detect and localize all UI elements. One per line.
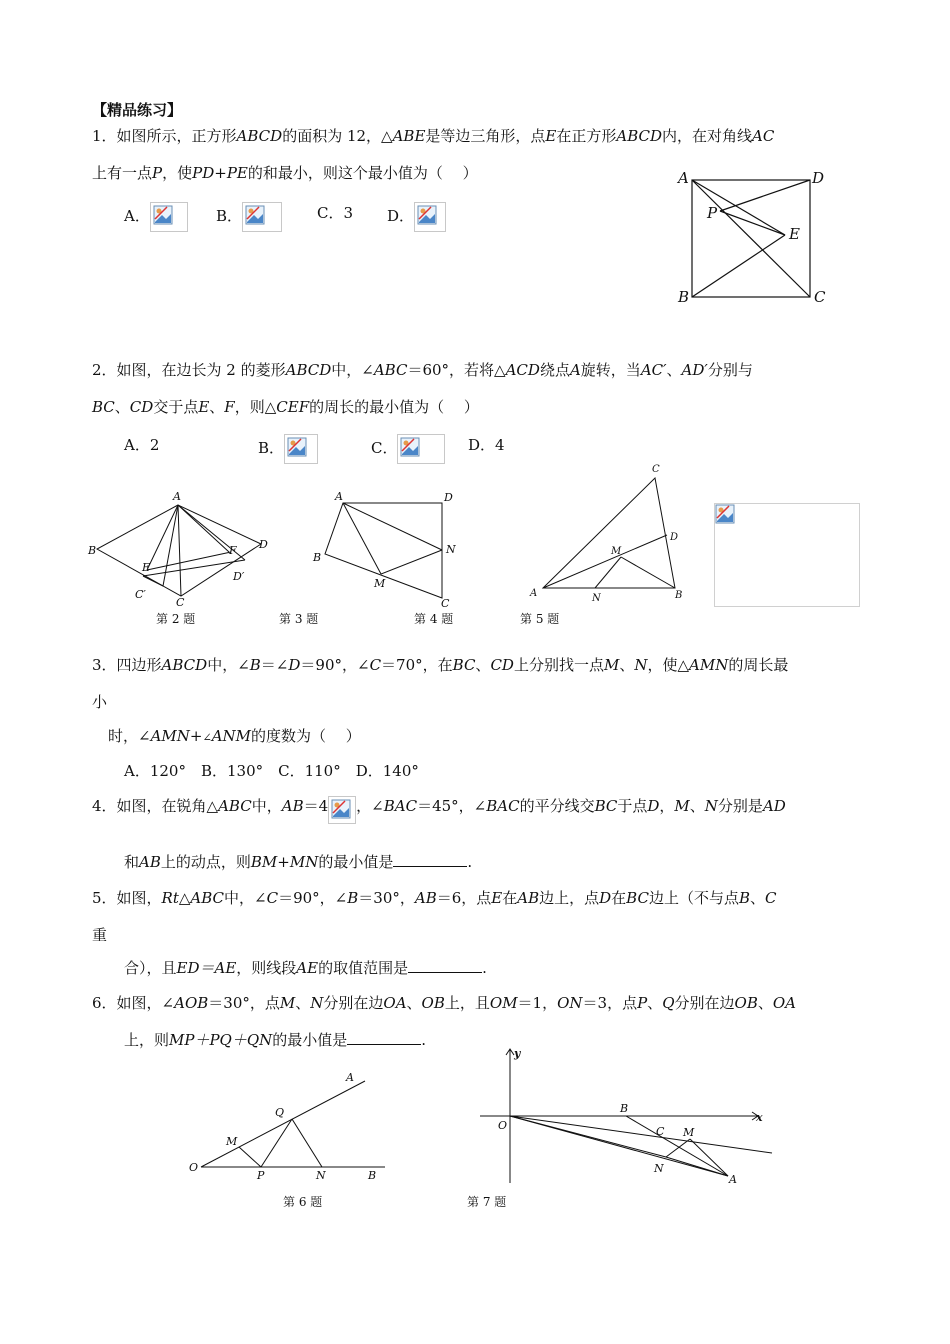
fig5-label: N <box>592 593 601 604</box>
fig2 <box>85 488 280 610</box>
q5-line2: 重 <box>92 926 108 944</box>
fig2-label: C <box>176 596 185 609</box>
broken-image-icon <box>284 434 318 464</box>
fig7-label: C <box>656 1125 665 1138</box>
q1-figure-label: B <box>678 288 690 306</box>
fig7 <box>478 1045 778 1190</box>
fig2-label: E <box>142 561 151 574</box>
fig3-label: B <box>313 551 322 564</box>
q1-figure-label: A <box>678 169 689 187</box>
fig7-label: M <box>683 1126 695 1139</box>
q2-option-c[interactable]: C． <box>371 434 445 464</box>
fig5 <box>525 460 695 608</box>
answer-blank[interactable] <box>347 1030 421 1045</box>
q3-line2: 小 <box>92 693 108 711</box>
q2-line1: 2．如图，在边长为 2 的菱形ABCD中，∠ABC＝60°，若将△ACD绕点A旋转，当AC′、AD′分别与 <box>92 361 753 379</box>
fig7-label: y <box>514 1047 521 1060</box>
q3-line3: 时，∠AMN+∠ANM的度数为（ ） <box>108 727 361 745</box>
fig7-label: A <box>729 1173 737 1186</box>
q1-option-c[interactable]: C．3 <box>317 204 354 222</box>
fig2-label: D <box>259 538 268 551</box>
fig3-label: N <box>446 543 456 556</box>
q3-options[interactable]: A．120° B．130° C．110° D．140° <box>124 762 419 780</box>
q1-option-a[interactable]: A． <box>124 202 188 232</box>
answer-blank[interactable] <box>408 958 482 973</box>
q1-figure-label: C <box>814 288 826 306</box>
fig5-label: C <box>652 464 660 475</box>
broken-image-icon <box>715 504 737 526</box>
answer-blank[interactable] <box>393 852 467 867</box>
q2-option-a[interactable]: A．2 <box>124 436 160 454</box>
q6-line2: 上，则MP＋PQ＋QN的最小值是 . <box>124 1031 427 1049</box>
fig5-label: M <box>611 546 622 557</box>
fig3-label: M <box>374 577 386 590</box>
fig3-label: C <box>441 597 450 610</box>
q1-option-d[interactable]: D． <box>387 202 446 232</box>
caption-q6: 第 6 题 <box>283 1195 323 1209</box>
fig6-label: A <box>346 1071 354 1084</box>
q4-line1: 4．如图，在锐角△ABC中，AB＝4 ，∠BAC＝45°，∠BAC的平分线交BC于点D，M、N分别是AD <box>92 796 786 824</box>
caption-q7: 第 7 题 <box>467 1195 507 1209</box>
broken-image-icon <box>242 202 282 232</box>
broken-image-icon <box>328 796 356 824</box>
q5-line1: 5．如图，Rt△ABC中，∠C＝90°，∠B＝30°，AB＝6，点E在AB边上，点D在BC边上（不与点B、C <box>92 889 777 907</box>
fig6-label: Q <box>275 1106 285 1119</box>
fig3-label: A <box>335 490 343 503</box>
q1-option-b[interactable]: B． <box>216 202 282 232</box>
q5-line3: 合），且ED＝AE，则线段AE的取值范围是 . <box>124 959 487 977</box>
fig6-label: O <box>189 1161 199 1174</box>
fig6-label: P <box>257 1169 265 1182</box>
fig2-label: B <box>88 544 97 557</box>
fig7-label: N <box>654 1162 664 1175</box>
broken-image-icon <box>397 434 445 464</box>
fig2-label: C′ <box>135 588 146 601</box>
fig5-label: A <box>530 588 538 599</box>
q2-line2: BC、CD交于点E、F，则△CEF的周长的最小值为（ ） <box>92 398 479 416</box>
q1-figure-label: E <box>789 225 800 243</box>
q1-line1: 1．如图所示，正方形ABCD的面积为 12，△ABE是等边三角形，点E在正方形ABCD内，在对角线AC <box>92 127 775 145</box>
fig7-label: B <box>620 1102 629 1115</box>
q6-line1: 6．如图，∠AOB＝30°，点M、N分别在边OA、OB上，且OM＝1，ON＝3，点P、Q分别在边OB、OA <box>92 994 796 1012</box>
fig3-label: D <box>444 491 453 504</box>
fig6-label: N <box>316 1169 326 1182</box>
fig7-label: x <box>756 1111 763 1124</box>
caption-q5: 第 5 题 <box>520 612 560 626</box>
caption-q2: 第 2 题 <box>156 612 196 626</box>
q1-figure-label: P <box>707 204 718 222</box>
fig6-label: B <box>368 1169 377 1182</box>
q2-option-b[interactable]: B． <box>258 434 318 464</box>
caption-q4: 第 4 题 <box>414 612 454 626</box>
fig5-label: B <box>675 590 683 601</box>
broken-image-icon <box>150 202 188 232</box>
fig2-label: F <box>229 544 237 557</box>
q1-figure <box>670 165 840 310</box>
q2-option-d[interactable]: D．4 <box>468 436 505 454</box>
fig2-label: D′ <box>233 570 245 583</box>
q4-line2: 和AB上的动点，则BM+MN的最小值是 . <box>124 853 473 871</box>
broken-image-icon <box>414 202 446 232</box>
fig2-label: A <box>173 490 181 503</box>
fig3 <box>305 488 465 610</box>
fig6-label: M <box>226 1135 238 1148</box>
q1-figure-label: D <box>812 169 825 187</box>
caption-q3: 第 3 题 <box>279 612 319 626</box>
fig7-label: O <box>498 1119 508 1132</box>
section-title: 【精品练习】 <box>92 101 183 119</box>
q3-line1: 3．四边形ABCD中，∠B＝∠D＝90°，∠C＝70°，在BC、CD上分别找一点M、N，使△AMN的周长最 <box>92 656 789 674</box>
missing-figure-box <box>714 503 860 607</box>
fig5-label: D <box>670 532 679 543</box>
fig6 <box>185 1068 390 1188</box>
q1-line2: 上有一点P，使PD+PE的和最小，则这个最小值为（ ） <box>92 164 478 182</box>
